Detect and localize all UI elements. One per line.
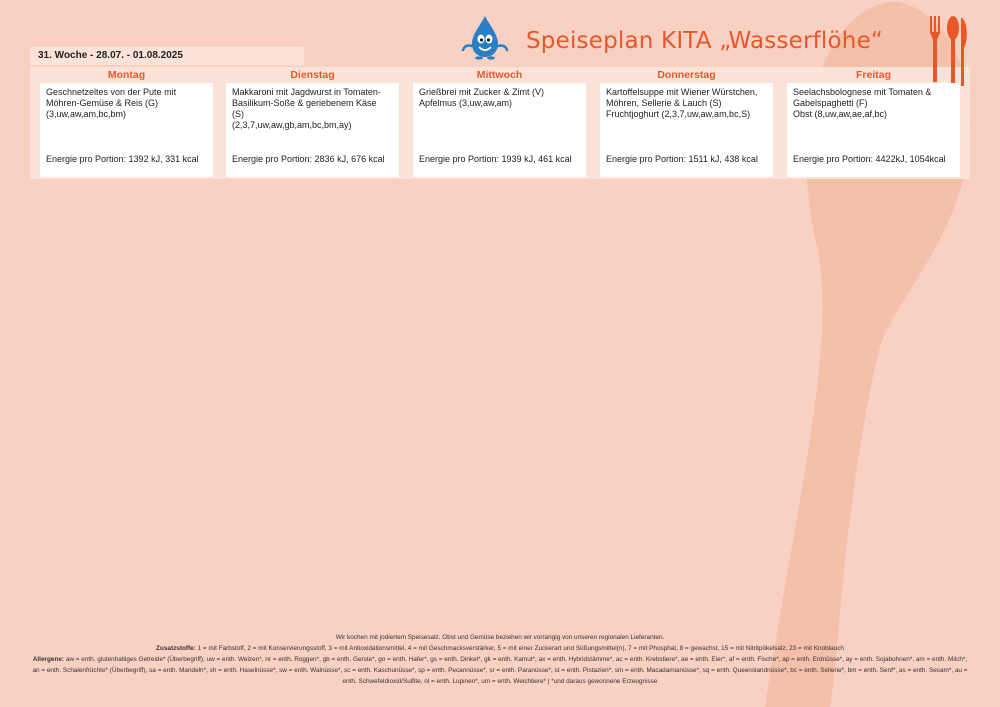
day-column-donnerstag bbox=[600, 67, 773, 177]
day-column-mittwoch bbox=[413, 67, 586, 177]
menu-card bbox=[413, 83, 586, 177]
menu-card bbox=[787, 83, 960, 177]
week-bar bbox=[30, 47, 304, 65]
water-drop-mascot-icon bbox=[460, 14, 510, 60]
dish-text: Kartoffelsuppe mit Wiener Würstchen, Möhren, Sellerie & Lauch (S) Fruchtjoghurt (2,3,7,uw,aw,am,bc,S) bbox=[606, 87, 758, 119]
energy-text: Energie pro Portion: 1939 kJ, 461 kcal bbox=[419, 154, 572, 164]
day-column-freitag bbox=[787, 67, 960, 177]
allergens-text: aw = enth. glutenhaltiges Getreide* (Überbegriff), uw = enth. Weizen*, nr = enth. Roggen*, gb = enth. Gerste*, go = enth. Hafer*, gs = enth. Dinkel*, gk = enth. Kamut*, ax = enth. Hybridstämme*, ac = enth. Krebstiere*, ae = enth. Eier*, af = enth. Fische*, ap = enth. Erdnüsse*, ay = enth. Sojabohnen*, am = enth. Milch*, an = enth. Schalenfrüchte* (Überbegriff), sa = enth. Mandeln*, sh = enth. Haselnüsse*, sw = enth. Walnüsse*, sc = enth. Kaschunüsse*, sp = enth. Pecannüsse*, sr = enth. Paranüsse*, st = enth. Pistazien*, sm = enth. Macadamianüsse*, sq = enth. Queenslandnüsse*, bc = enth. Sellerie*, bm = enth. Senf*, as = enth. Sesam*, au = enth. Schwefeldioxid/Sulfite, nl = enth. Lupinen*, um = enth. Weichtiere* | *und daraus gewonnene Erzeugnisse bbox=[32, 656, 968, 685]
footer-intro: Wir kochen mit jodiertem Speisesalz. Obst und Gemüse beziehen wir vorrangig von unseren regionalen Lieferanten. bbox=[335, 634, 665, 641]
footer-legend bbox=[30, 632, 970, 687]
energy-text: Energie pro Portion: 4422kJ, 1054kcal bbox=[793, 154, 946, 164]
additives-text: 1 = mit Farbstoff, 2 = mit Konservierungsstoff, 3 = mit Antioxidationsmittel, 4 = mit Geschmacksverstärker, 5 = mit einer Zuckerart und Süßungsmittel(n), 7 = mit Phosphat, 8 = gewachst, 15 = mit Nitritpökelsalz, 23 = mit Knoblauch bbox=[197, 645, 844, 652]
dish-text: Seelachsbolognese mit Tomaten & Gabelspaghetti (F) Obst (8,uw,aw,ae,af,bc) bbox=[793, 87, 932, 119]
footer-allergens bbox=[30, 654, 970, 687]
day-name: Mittwoch bbox=[476, 69, 523, 81]
menu-card bbox=[600, 83, 773, 177]
week-label: 31. Woche - 28.07. - 01.08.2025 bbox=[38, 50, 183, 61]
menu-card bbox=[226, 83, 399, 177]
page-title: Speiseplan KITA „Wasserflöhe“ bbox=[526, 28, 884, 54]
dish-text: Makkaroni mit Jagdwurst in Tomaten- Basilikum-Soße & geriebenem Käse (S) (2,3,7,uw,aw,gb,am,bc,bm,ay) bbox=[232, 87, 381, 130]
day-column-dienstag bbox=[226, 67, 399, 177]
dish-text: Grießbrei mit Zucker & Zimt (V) Apfelmus (3,uw,aw,am) bbox=[419, 87, 545, 108]
energy-text: Energie pro Portion: 1511 kJ, 438 kcal bbox=[606, 154, 758, 164]
energy-text: Energie pro Portion: 1392 kJ, 331 kcal bbox=[46, 154, 199, 164]
day-name: Montag bbox=[107, 69, 146, 81]
day-name: Freitag bbox=[855, 69, 891, 81]
footer-additives bbox=[30, 643, 970, 654]
allergens-label: Allergene: bbox=[32, 656, 65, 663]
day-column-montag bbox=[40, 67, 213, 177]
dish-text: Geschnetzeltes von der Pute mit Möhren-Gemüse & Reis (G) (3,uw,aw,am,bc,bm) bbox=[46, 87, 177, 119]
additives-label: Zusatzstoffe: bbox=[156, 645, 196, 652]
day-name: Donnerstag bbox=[657, 69, 716, 81]
energy-text: Energie pro Portion: 2836 kJ, 676 kcal bbox=[232, 154, 385, 164]
day-name: Dienstag bbox=[290, 69, 335, 81]
menu-card bbox=[40, 83, 213, 177]
